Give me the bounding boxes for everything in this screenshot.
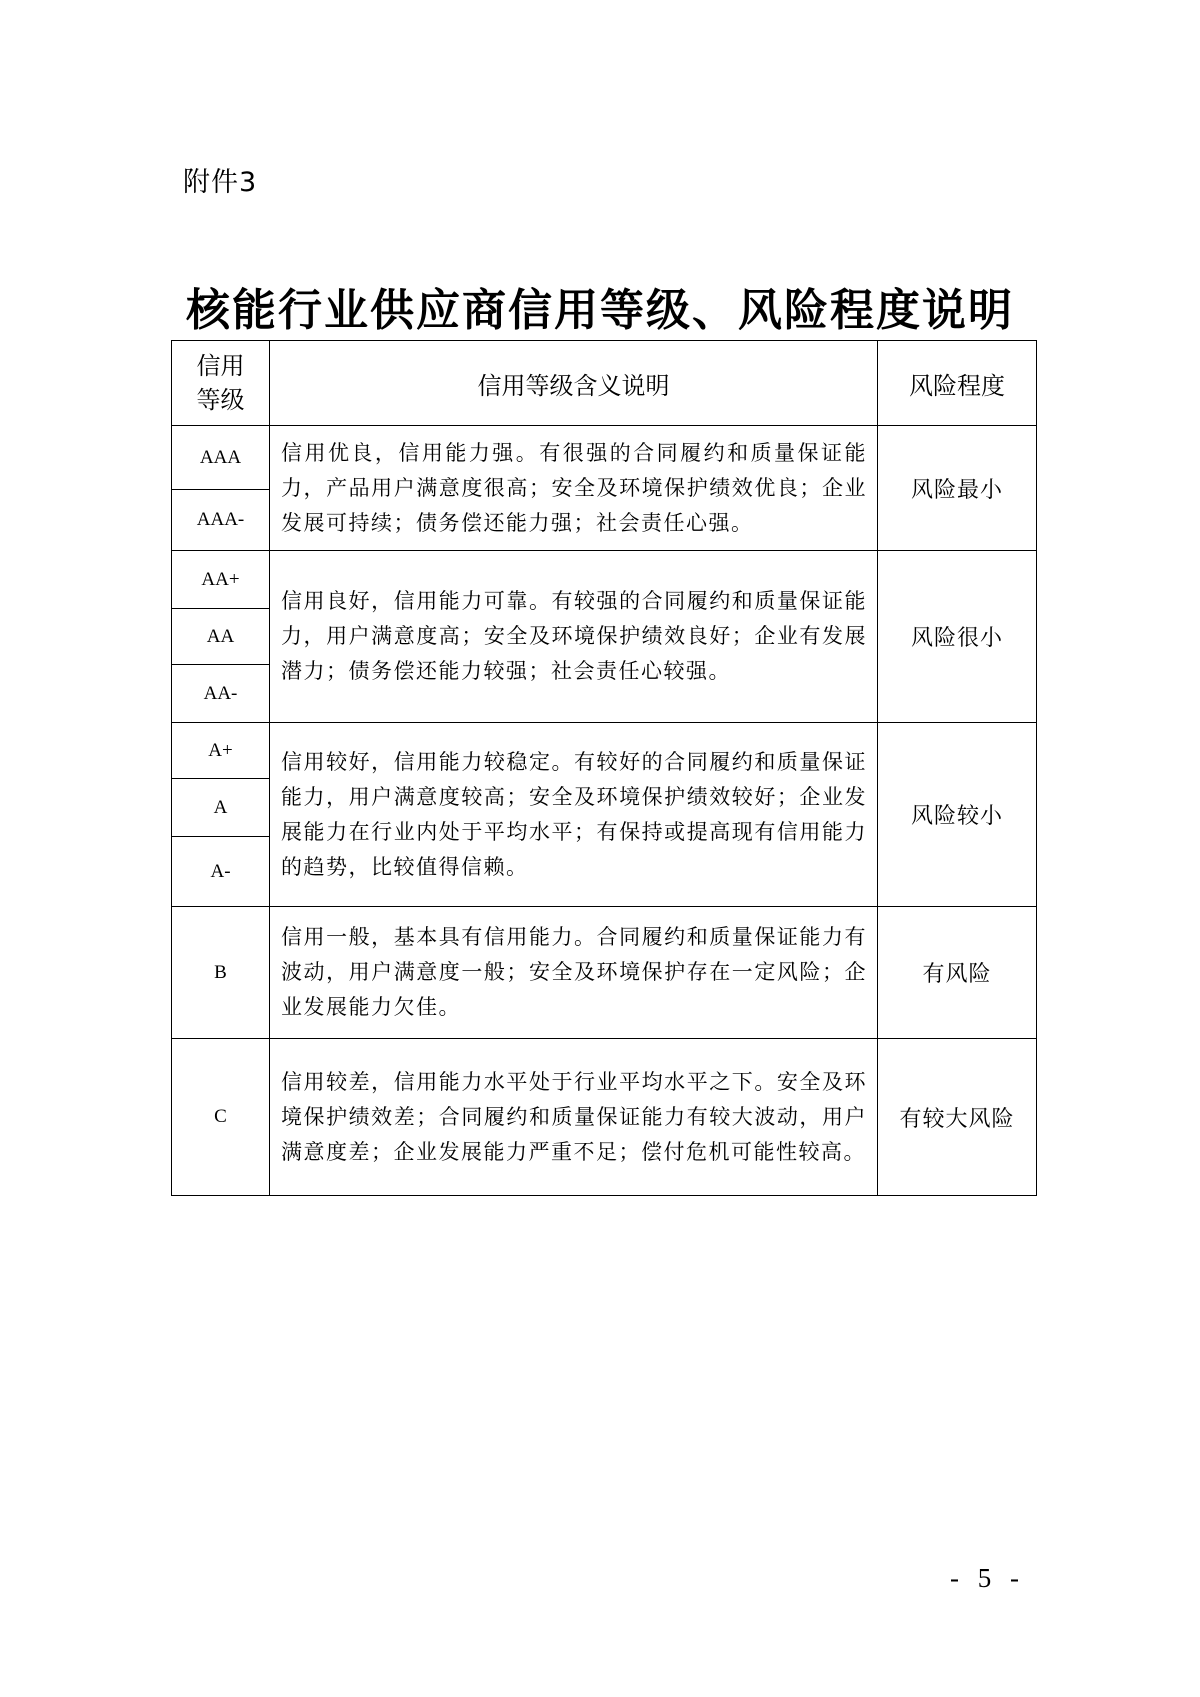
grade-description: 信用优良，信用能力强。有很强的合同履约和质量保证能力，产品用户满意度很高；安全及环境保护绩效优良；企业发展可持续；债务偿还能力强；社会责任心强。 — [270, 426, 878, 551]
risk-level: 有较大风险 — [878, 1039, 1037, 1196]
grade-cell: AA — [172, 609, 270, 665]
grade-description: 信用一般，基本具有信用能力。合同履约和质量保证能力有波动，用户满意度一般；安全及环境保护存在一定风险；企业发展能力欠佳。 — [270, 907, 878, 1039]
grade-cell: AA- — [172, 665, 270, 723]
risk-level: 风险较小 — [878, 723, 1037, 907]
credit-grade-table — [171, 340, 1037, 1196]
grade-cell: A- — [172, 837, 270, 907]
grade-description: 信用较差，信用能力水平处于行业平均水平之下。安全及环境保护绩效差；合同履约和质量保证能力有较大波动，用户满意度差；企业发展能力严重不足；偿付危机可能性较高。 — [270, 1039, 878, 1196]
grade-description: 信用良好，信用能力可靠。有较强的合同履约和质量保证能力，用户满意度高；安全及环境保护绩效良好；企业有发展潜力；债务偿还能力较强；社会责任心较强。 — [270, 551, 878, 723]
header-grade-line1: 信用 — [196, 352, 245, 380]
grade-description: 信用较好，信用能力较稳定。有较好的合同履约和质量保证能力，用户满意度较高；安全及环境保护绩效较好；企业发展能力在行业内处于平均水平；有保持或提高现有信用能力的趋势，比较值得信赖。 — [270, 723, 878, 907]
header-risk-level: 风险程度 — [878, 341, 1037, 426]
grade-cell: B — [172, 907, 270, 1039]
risk-level: 有风险 — [878, 907, 1037, 1039]
table-row — [172, 1039, 1037, 1196]
header-grade-meaning: 信用等级含义说明 — [270, 341, 878, 426]
attachment-label: 附件3 — [183, 167, 258, 198]
page-number: - 5 - — [950, 1563, 1025, 1593]
grade-cell: AA+ — [172, 551, 270, 609]
risk-level: 风险最小 — [878, 426, 1037, 551]
table-row — [172, 551, 1037, 609]
table-row — [172, 907, 1037, 1039]
grade-cell: C — [172, 1039, 270, 1196]
document-title: 核能行业供应商信用等级、风险程度说明 — [186, 285, 1014, 336]
grade-cell: AAA- — [172, 490, 270, 551]
table-header-row — [172, 341, 1037, 426]
grade-cell: A+ — [172, 723, 270, 779]
grade-cell: A — [172, 779, 270, 837]
header-grade-line2: 等级 — [196, 386, 245, 414]
table-row — [172, 426, 1037, 490]
table-row — [172, 723, 1037, 779]
grade-cell: AAA — [172, 426, 270, 490]
risk-level: 风险很小 — [878, 551, 1037, 723]
header-credit-grade — [172, 341, 270, 426]
